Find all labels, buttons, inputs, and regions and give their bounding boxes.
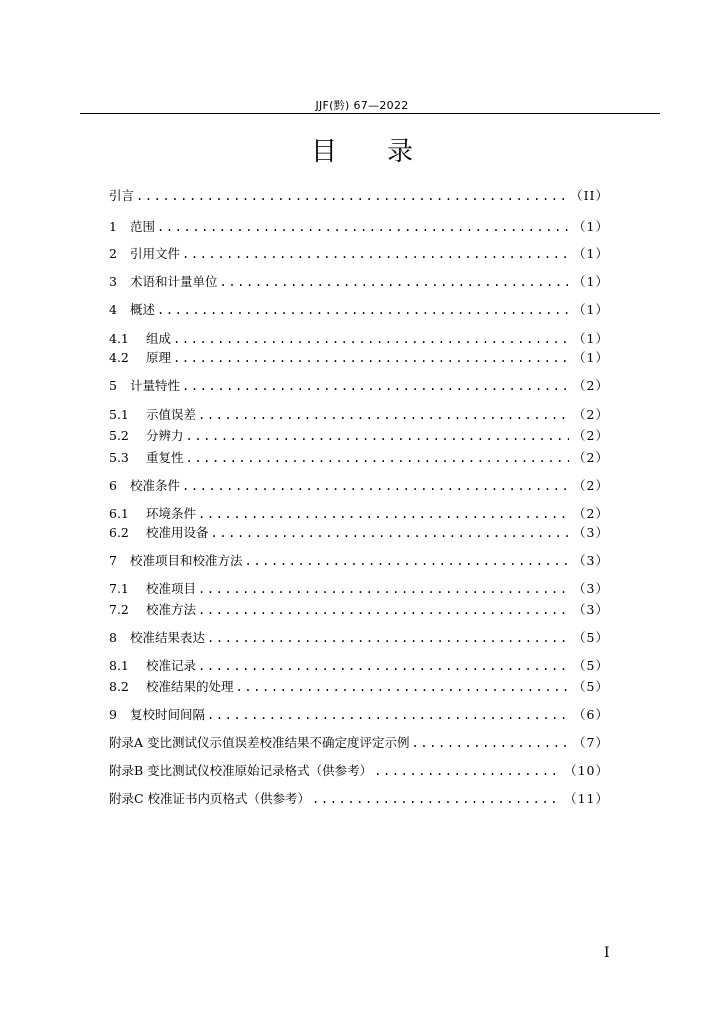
toc-entry[interactable] (109, 245, 609, 263)
toc-entry-number: 4 (109, 302, 117, 317)
toc-entry-page: （2） (573, 450, 609, 465)
toc-leader-dots (245, 552, 570, 570)
toc-entry-label: 引用文件 (130, 246, 181, 261)
toc-entry-label: 复校时间间隔 (130, 707, 206, 722)
toc-entry-number: 9 (109, 707, 117, 722)
toc-leader-dots (412, 734, 570, 752)
toc-entry-label: 重复性 (146, 450, 184, 465)
toc-entry[interactable] (109, 449, 609, 467)
toc-leader-dots (157, 301, 569, 319)
toc-entry-page: （3） (573, 553, 609, 568)
toc-leader-dots (186, 427, 570, 445)
toc-entry-page: （10） (564, 763, 609, 778)
toc-leader-dots (198, 580, 569, 598)
toc-entry-label: 概述 (130, 302, 156, 317)
toc-leader-dots (207, 706, 569, 724)
toc-entry-number: 2 (109, 246, 117, 261)
toc-entry[interactable] (109, 187, 609, 205)
page-number: I (604, 945, 610, 961)
toc-entry-page: （2） (573, 428, 609, 443)
toc-leader-dots (198, 601, 569, 619)
toc-entry[interactable] (109, 762, 609, 780)
toc-leader-dots (207, 629, 569, 647)
toc-entry-number: 7.1 (109, 581, 129, 596)
toc-entry[interactable] (109, 629, 609, 647)
toc-entry[interactable] (109, 273, 609, 291)
toc-leader-dots (374, 762, 560, 780)
toc-entry-label: 附录B 变比测试仪校准原始记录格式（供参考） (109, 763, 373, 778)
toc-entry-label: 引言 (109, 188, 135, 203)
toc-entry-number: 7.2 (109, 602, 129, 617)
toc-entry[interactable] (109, 601, 609, 619)
toc-entry[interactable] (109, 657, 609, 675)
toc-entry-page: （3） (573, 581, 609, 596)
toc-entry[interactable] (109, 552, 609, 570)
toc-entry-label: 术语和计量单位 (130, 274, 218, 289)
toc-leader-dots (312, 790, 560, 808)
toc-entry-label: 组成 (146, 331, 172, 346)
toc-entry-label: 示值误差 (146, 407, 197, 422)
toc-entry-number: 6.2 (109, 525, 129, 540)
toc-leader-dots (186, 449, 570, 467)
toc-entry[interactable] (109, 706, 609, 724)
toc-leader-dots (136, 187, 566, 205)
toc-entry[interactable] (109, 349, 609, 367)
running-header: JJF(黔) 67—2022 (315, 99, 409, 112)
toc-leader-dots (236, 678, 570, 696)
toc-leader-dots (198, 505, 569, 523)
toc-entry[interactable] (109, 505, 609, 523)
toc-leader-dots (182, 377, 569, 395)
toc-entry-page: （3） (573, 602, 609, 617)
toc-leader-dots (173, 349, 569, 367)
toc-entry-number: 5 (109, 378, 117, 393)
toc-entry-label: 校准项目和校准方法 (130, 553, 243, 568)
toc-entry-number: 8.1 (109, 658, 129, 673)
toc-entry[interactable] (109, 301, 609, 319)
toc-entry[interactable] (109, 790, 609, 808)
toc-entry[interactable] (109, 427, 609, 445)
toc-entry-number: 8 (109, 630, 117, 645)
toc-entry-number: 1 (109, 219, 117, 234)
toc-entry-label: 校准记录 (146, 658, 197, 673)
toc-entry-number: 7 (109, 553, 117, 568)
toc-entry-number: 6.1 (109, 506, 129, 521)
toc-entry-label: 范围 (130, 219, 156, 234)
toc-entry[interactable] (109, 678, 609, 696)
toc-entry-number: 5.3 (109, 450, 129, 465)
toc-entry[interactable] (109, 377, 609, 395)
toc-entry[interactable] (109, 734, 609, 752)
toc-entry-page: （7） (573, 735, 609, 750)
toc-entry-page: （1） (573, 350, 609, 365)
toc-entry[interactable] (109, 580, 609, 598)
toc-entry[interactable] (109, 218, 609, 236)
toc-entry-page: （2） (573, 478, 609, 493)
toc-entry[interactable] (109, 330, 609, 348)
toc-entry-label: 计量特性 (130, 378, 181, 393)
toc-leader-dots (157, 218, 569, 236)
toc-entry-page: （1） (573, 274, 609, 289)
toc-entry-number: 5.2 (109, 428, 129, 443)
toc-entry-number: 5.1 (109, 407, 129, 422)
header-rule (80, 113, 660, 114)
toc-entry-page: （2） (573, 506, 609, 521)
toc-entry-label: 附录C 校准证书内页格式（供参考） (109, 791, 311, 806)
toc-entry[interactable] (109, 524, 609, 542)
toc-entry-number: 6 (109, 478, 117, 493)
toc-entry-label: 校准用设备 (146, 525, 209, 540)
toc-entry-label: 分辨力 (146, 428, 184, 443)
toc-leader-dots (173, 330, 569, 348)
toc-leader-dots (211, 524, 570, 542)
toc-leader-dots (220, 273, 570, 291)
toc-entry-label: 校准方法 (146, 602, 197, 617)
toc-entry-label: 原理 (146, 350, 172, 365)
toc-entry-label: 校准条件 (130, 478, 181, 493)
toc-entry-number: 8.2 (109, 679, 129, 694)
toc-entry-page: （2） (573, 407, 609, 422)
toc-leader-dots (198, 406, 569, 424)
toc-entry-page: （6） (573, 707, 609, 722)
toc-entry-page: （5） (573, 630, 609, 645)
toc-entry[interactable] (109, 406, 609, 424)
toc-entry-page: （1） (573, 246, 609, 261)
toc-entry-page: （1） (573, 219, 609, 234)
toc-entry-label: 校准结果的处理 (146, 679, 234, 694)
toc-entry-label: 校准项目 (146, 581, 197, 596)
toc-entry-number: 3 (109, 274, 117, 289)
toc-entry-page: （3） (573, 525, 609, 540)
toc-entry-page: （5） (573, 679, 609, 694)
toc-entry-page: （II） (570, 188, 609, 203)
toc-leader-dots (198, 657, 569, 675)
toc-entry-number: 4.1 (109, 331, 129, 346)
toc-title: 目录 (310, 137, 463, 167)
toc-entry-page: （11） (564, 791, 609, 806)
toc-entry-page: （1） (573, 331, 609, 346)
toc-entry-number: 4.2 (109, 350, 129, 365)
toc-entry-label: 环境条件 (146, 506, 197, 521)
toc-entry-page: （2） (573, 378, 609, 393)
toc-leader-dots (182, 245, 569, 263)
toc-entry[interactable] (109, 477, 609, 495)
toc-entry-page: （5） (573, 658, 609, 673)
toc-entry-label: 校准结果表达 (130, 630, 206, 645)
toc-entry-label: 附录A 变比测试仪示值误差校准结果不确定度评定示例 (109, 735, 410, 750)
toc-leader-dots (182, 477, 569, 495)
toc-entry-page: （1） (573, 302, 609, 317)
